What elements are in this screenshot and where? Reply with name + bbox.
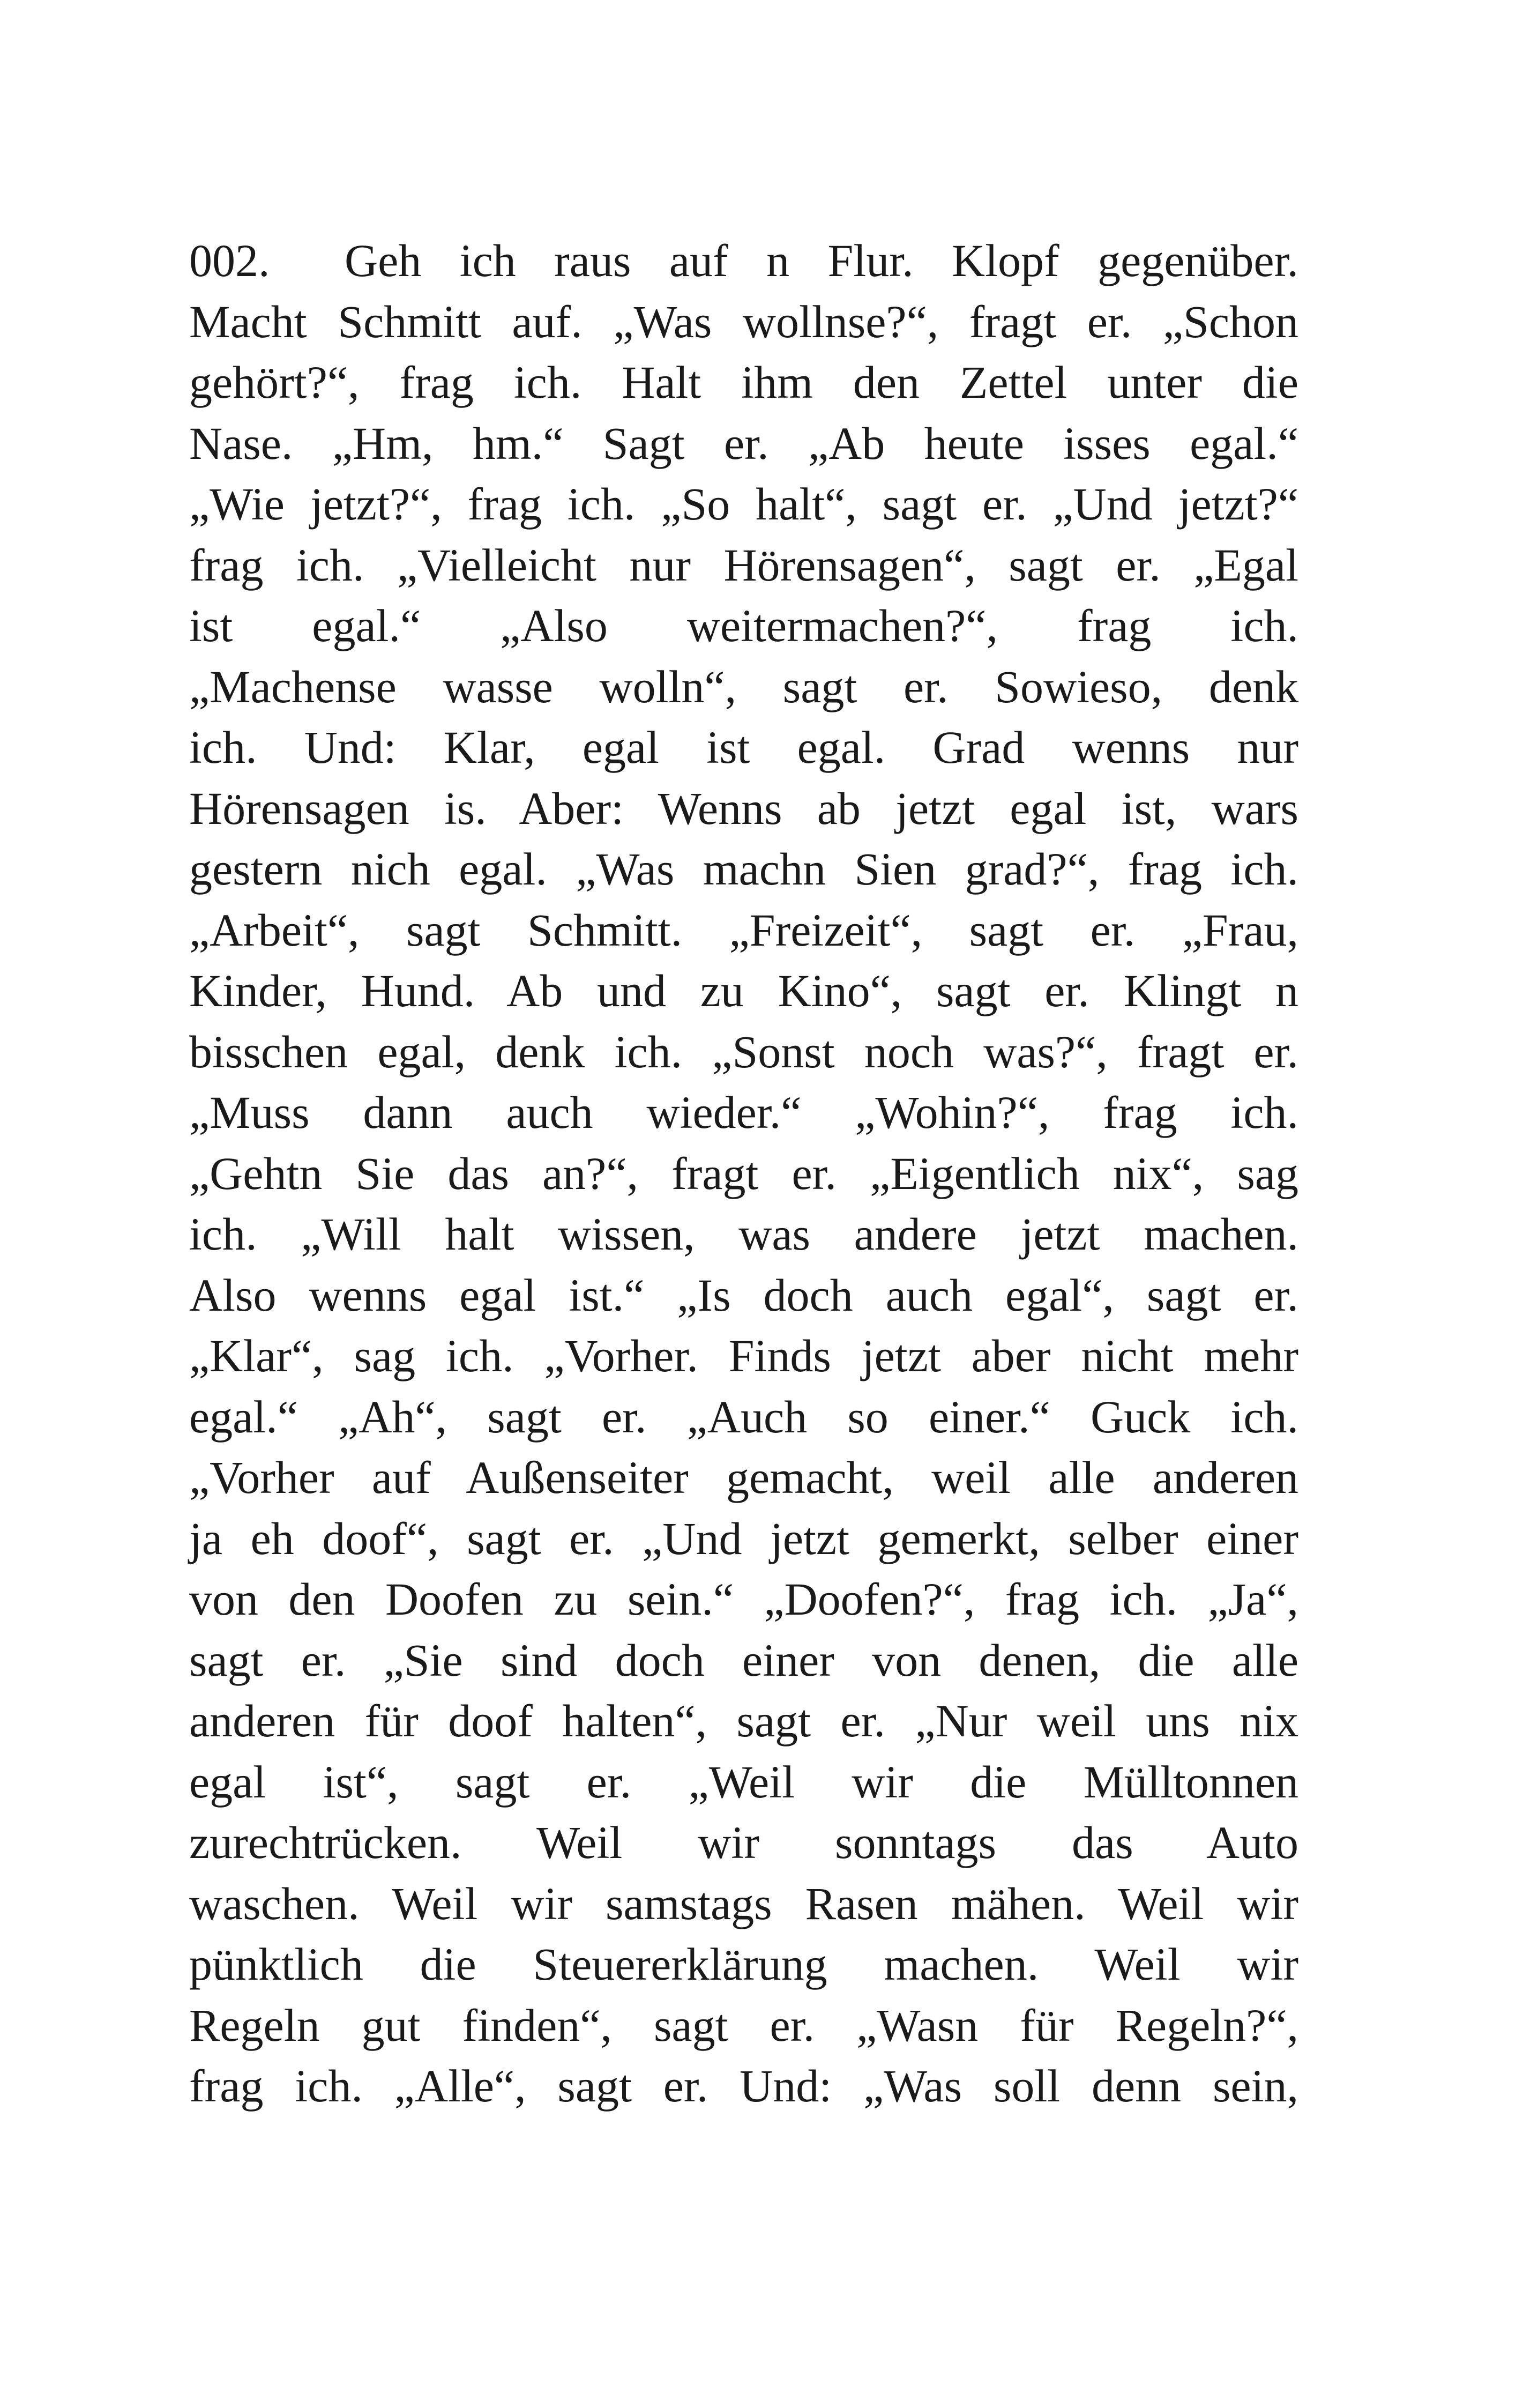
text-line: frag ich. „Vielleicht nur Hörensagen“, sagt er. „Egal [189,539,1298,591]
text-line: egal ist“, sagt er. „Weil wir die Mülltonnen [189,1756,1298,1808]
text-line: gestern nich egal. „Was machn Sien grad?“, frag ich. [189,843,1298,895]
text-line: „Gehtn Sie das an?“, fragt er. „Eigentlich nix“, sag [189,1147,1298,1199]
text-line: ich. Und: Klar, egal ist egal. Grad wenns nur [189,722,1298,773]
text-line: „Muss dann auch wieder.“ „Wohin?“, frag ich. [189,1087,1298,1138]
text-line: frag ich. „Alle“, sagt er. Und: „Was soll denn sein, [189,2060,1298,2112]
text-line: „Klar“, sag ich. „Vorher. Finds jetzt aber nicht mehr [189,1330,1298,1381]
text-line: Macht Schmitt auf. „Was wollnse?“, fragt er. „Schon [189,295,1298,347]
text-line: bisschen egal, denk ich. „Sonst noch was?“, fragt er. [189,1025,1298,1077]
text-line: Also wenns egal ist.“ „Is doch auch egal“, sagt er. [189,1269,1298,1321]
text-line: Geh ich raus auf n Flur. Klopf gegenüber. [345,235,1298,286]
text-line: Regeln gut finden“, sagt er. „Wasn für Regeln?“, [189,1999,1298,2051]
text-line-first [189,231,1298,292]
text-line: „Arbeit“, sagt Schmitt. „Freizeit“, sagt er. „Frau, [189,904,1298,956]
text-line: ist egal.“ „Also weitermachen?“, frag ich. [189,600,1298,651]
text-line: anderen für doof halten“, sagt er. „Nur weil uns nix [189,1695,1298,1746]
text-line: waschen. Weil wir samstags Rasen mähen. Weil wir [189,1877,1298,1929]
text-line: ich. „Will halt wissen, was andere jetzt machen. [189,1208,1298,1260]
text-line: zurechtrücken. Weil wir sonntags das Auto [189,1817,1298,1868]
text-line: „Wie jetzt?“, frag ich. „So halt“, sagt er. „Und jetzt?“ [189,478,1298,530]
text-line: Nase. „Hm, hm.“ Sagt er. „Ab heute isses egal.“ [189,417,1298,469]
text-line: pünktlich die Steuererklärung machen. Weil wir [189,1938,1298,1990]
text-line: Kinder, Hund. Ab und zu Kino“, sagt er. Klingt n [189,965,1298,1016]
body-text [189,231,1298,2117]
text-line: egal.“ „Ah“, sagt er. „Auch so einer.“ Guck ich. [189,1391,1298,1443]
text-line: von den Doofen zu sein.“ „Doofen?“, frag ich. „Ja“, [189,1573,1298,1625]
section-number: 002. [189,235,270,286]
text-line: sagt er. „Sie sind doch einer von denen, die alle [189,1634,1298,1686]
text-line: ja eh doof“, sagt er. „Und jetzt gemerkt, selber einer [189,1512,1298,1564]
text-line: „Vorher auf Außenseiter gemacht, weil alle anderen [189,1452,1298,1503]
text-line: gehört?“, frag ich. Halt ihm den Zettel unter die [189,356,1298,408]
text-line: „Machense wasse wolln“, sagt er. Sowieso, denk [189,660,1298,712]
text-line: Hörensagen is. Aber: Wenns ab jetzt egal ist, wars [189,782,1298,834]
